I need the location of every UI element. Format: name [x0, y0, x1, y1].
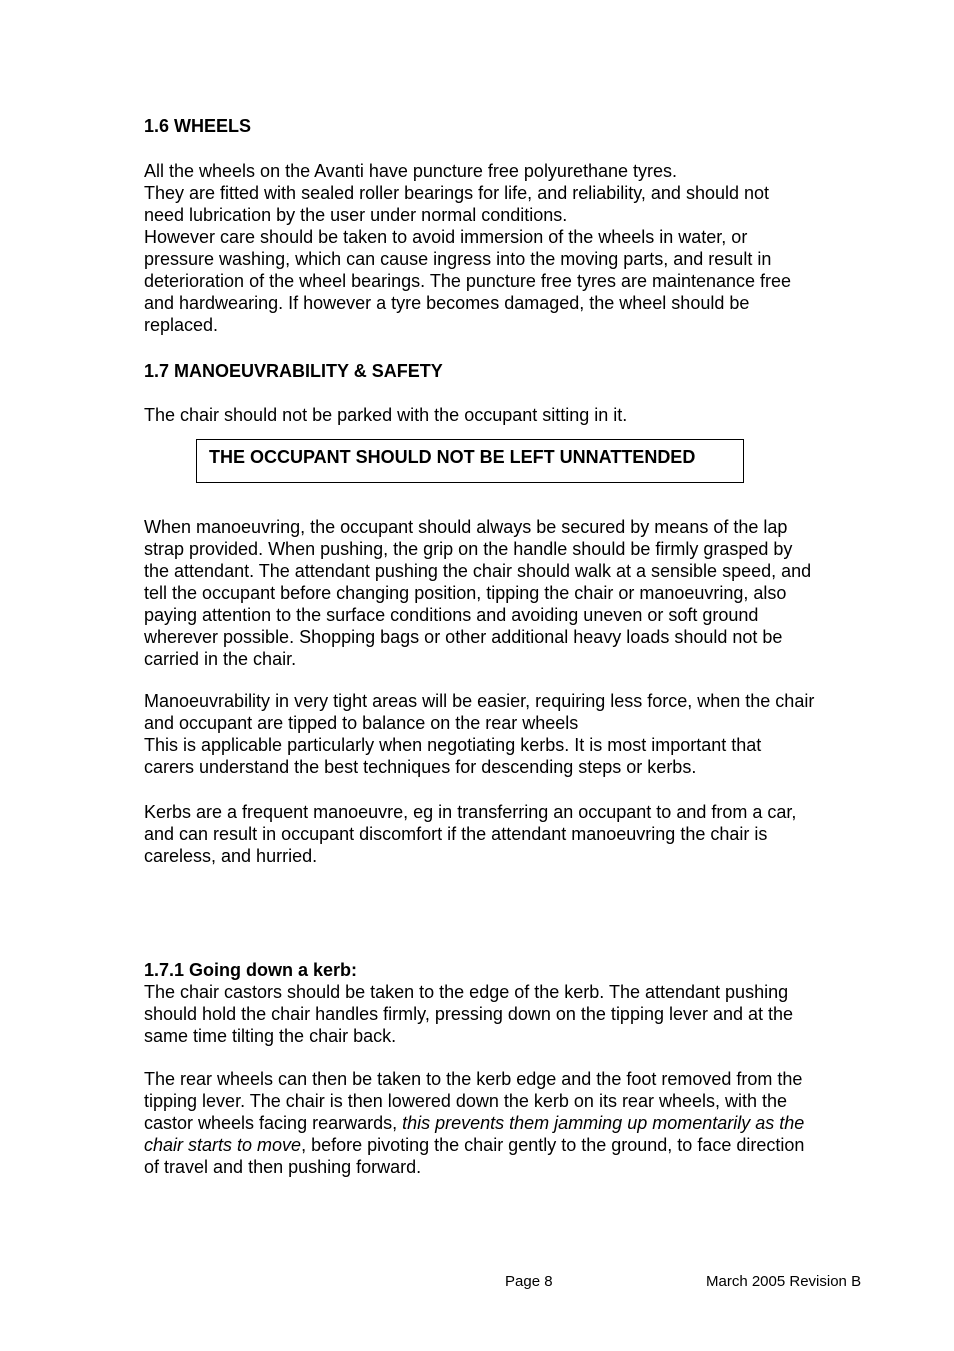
text-line: strap provided. When pushing, the grip on the handle should be firmly grasped by — [144, 539, 793, 559]
italic-text-run: this prevents them jamming up momentarily as the — [402, 1113, 805, 1133]
text-line: Manoeuvrability in very tight areas will be easier, requiring less force, when the chair — [144, 691, 815, 711]
text-line: careless, and hurried. — [144, 846, 318, 866]
text-line: and hardwearing. If however a tyre becomes damaged, the wheel should be — [144, 293, 750, 313]
text-line: the attendant. The attendant pushing the chair should walk at a sensible speed, and — [144, 561, 812, 581]
text-line: However care should be taken to avoid immersion of the wheels in water, or — [144, 227, 748, 247]
text-line: All the wheels on the Avanti have puncture free polyurethane tyres. — [144, 161, 678, 181]
warning-box — [196, 439, 744, 483]
text-line: tell the occupant before changing position, tipping the chair or manoeuvring, also — [144, 583, 787, 603]
heading-manoeuvrability-safety: 1.7 MANOEUVRABILITY & SAFETY — [144, 361, 443, 381]
text-line: This is applicable particularly when negotiating kerbs. It is most important that — [144, 735, 762, 755]
text-line: paying attention to the surface conditions and avoiding uneven or soft ground — [144, 605, 759, 625]
text-line: of travel and then pushing forward. — [144, 1157, 422, 1177]
text-line: The rear wheels can then be taken to the kerb edge and the foot removed from the — [144, 1069, 803, 1089]
text-line: need lubrication by the user under normal conditions. — [144, 205, 568, 225]
heading-going-down-kerb: 1.7.1 Going down a kerb: — [144, 960, 358, 980]
text-line: carried in the chair. — [144, 649, 297, 669]
text-line: deterioration of the wheel bearings. The puncture free tyres are maintenance free — [144, 271, 792, 291]
paragraph-manoeuvring — [144, 516, 874, 670]
paragraph-wheels — [144, 160, 874, 336]
text-run: , before pivoting the chair gently to the ground, to face direction — [301, 1135, 805, 1155]
text-line — [144, 1134, 874, 1156]
text-run: castor wheels facing rearwards, — [144, 1113, 403, 1133]
text-line: They are fitted with sealed roller bearings for life, and reliability, and should not — [144, 183, 770, 203]
text-line: and can result in occupant discomfort if the attendant manoeuvring the chair is — [144, 824, 768, 844]
text-line: carers understand the best techniques for descending steps or kerbs. — [144, 757, 697, 777]
warning-text: THE OCCUPANT SHOULD NOT BE LEFT UNNATTENDED — [209, 447, 696, 467]
text-line: Kerbs are a frequent manoeuvre, eg in transferring an occupant to and from a car, — [144, 802, 797, 822]
paragraph-tight-areas — [144, 690, 874, 778]
text-line: should hold the chair handles firmly, pressing down on the tipping lever and at the — [144, 1004, 794, 1024]
paragraph-kerbs — [144, 801, 874, 867]
paragraph-safety-intro: The chair should not be parked with the occupant sitting in it. — [144, 405, 628, 425]
text-line: The chair castors should be taken to the edge of the kerb. The attendant pushing — [144, 982, 789, 1002]
text-line: replaced. — [144, 315, 219, 335]
paragraph-kerb-castors — [144, 981, 874, 1047]
text-line: tipping lever. The chair is then lowered down the kerb on its rear wheels, with the — [144, 1091, 788, 1111]
paragraph-kerb-rear-wheels — [144, 1068, 874, 1178]
text-line: pressure washing, which can cause ingress into the moving parts, and result in — [144, 249, 772, 269]
footer-revision: March 2005 Revision B — [706, 1273, 862, 1290]
text-line: and occupant are tipped to balance on the rear wheels — [144, 713, 579, 733]
text-line — [144, 1112, 874, 1134]
footer-page-number: Page 8 — [505, 1273, 553, 1290]
text-line: same time tilting the chair back. — [144, 1026, 397, 1046]
heading-wheels: 1.6 WHEELS — [144, 116, 252, 136]
text-line: wherever possible. Shopping bags or other additional heavy loads should not be — [144, 627, 783, 647]
italic-text-run: chair starts to move — [144, 1135, 302, 1155]
text-line: When manoeuvring, the occupant should always be secured by means of the lap — [144, 517, 788, 537]
